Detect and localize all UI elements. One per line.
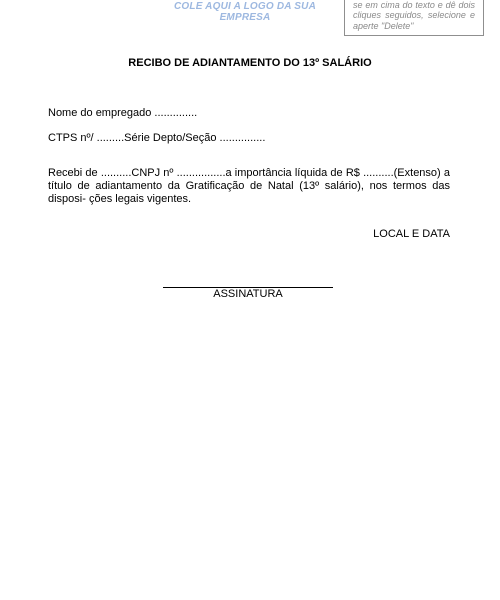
document-title: RECIBO DE ADIANTAMENTO DO 13º SALÁRIO bbox=[128, 57, 372, 69]
ctps-line: CTPS nº/ .........Série Depto/Seção ............... bbox=[48, 132, 266, 144]
logo-placeholder[interactable]: COLE AQUI A LOGO DA SUA EMPRESA bbox=[173, 1, 316, 23]
employee-name-line: Nome do empregado .............. bbox=[48, 107, 198, 119]
instruction-note-box bbox=[344, 0, 484, 36]
instruction-note-text: se em cima do texto e dê dois cliques seguidos, selecione e aperte "Delete" bbox=[353, 0, 475, 31]
signature-label: ASSINATURA bbox=[213, 288, 283, 300]
local-and-date: LOCAL E DATA bbox=[373, 228, 450, 240]
receipt-paragraph: Recebi de ..........CNPJ nº ................a importância líquida de R$ ..........(Extenso) a título de adiantamento da Gratificação de Natal (13º salário), nos termos das disposi- ções legais vigentes. bbox=[48, 167, 450, 205]
